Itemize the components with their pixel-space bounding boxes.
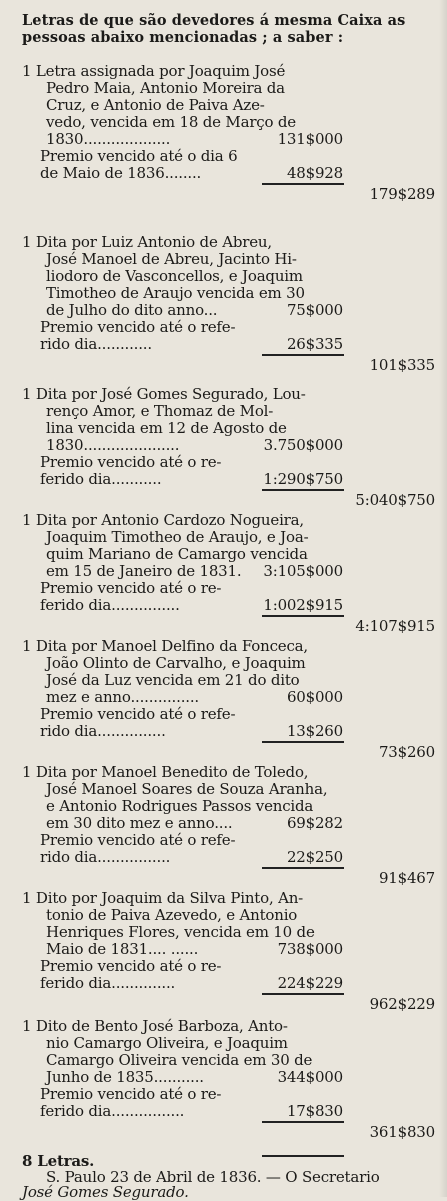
entry-base-amount: 3.750$000 — [263, 436, 343, 454]
header-line-2: pessoas abaixo mencionadas ; a saber : — [22, 29, 344, 46]
entry-text-line: 1 Dita por Manoel Benedito de Toledo, — [22, 763, 309, 781]
subtotal-rule — [262, 354, 344, 356]
entry-text-line: liodoro de Vasconcellos, e Joaquim — [46, 267, 303, 285]
entry-due-text: Junho de 1835........... — [46, 1068, 204, 1086]
premio-text-line: rido dia............... — [40, 722, 166, 740]
subtotal-rule — [262, 489, 344, 491]
entry-base-amount: 3:105$000 — [263, 562, 343, 580]
entry-text-line: Henriques Flores, vencida em 10 de — [46, 923, 315, 941]
premio-text-line: Premio vencido até o dia 6 — [40, 147, 238, 165]
premio-text-line: rido dia................ — [40, 848, 171, 866]
premio-text-line: Premio vencido até o re- — [40, 1085, 222, 1103]
premio-text-line: rido dia............ — [40, 335, 152, 353]
entry-total-amount: 361$830 — [369, 1123, 435, 1141]
entry-text-line: 1 Letra assignada por Joaquim José — [22, 62, 286, 80]
entry-text-line: renço Amor, e Thomaz de Mol- — [46, 402, 274, 420]
entry-text-line: 1 Dito por Joaquim da Silva Pinto, An- — [22, 889, 304, 907]
entry-text-line: Cruz, e Antonio de Paiva Aze- — [46, 96, 265, 114]
entry-text-line: 1 Dita por Luiz Antonio de Abreu, — [22, 233, 272, 251]
premio-text-line: Premio vencido até o re- — [40, 579, 222, 597]
entry-premio-amount: 26$335 — [286, 335, 343, 353]
subtotal-rule — [262, 741, 344, 743]
entry-premio-amount: 17$830 — [286, 1102, 343, 1120]
entry-premio-amount: 13$260 — [286, 722, 343, 740]
entry-total-amount: 179$289 — [369, 185, 435, 203]
subtotal-rule — [262, 1121, 344, 1123]
entry-text-line: Pedro Maia, Antonio Moreira da — [46, 79, 285, 97]
subtotal-rule — [262, 615, 344, 617]
entry-text-line: 1 Dito de Bento José Barboza, Anto- — [22, 1017, 288, 1035]
premio-text-line: ferido dia............... — [40, 596, 180, 614]
entry-text-line: tonio de Paiva Azevedo, e Antonio — [46, 906, 298, 924]
entry-base-amount: 60$000 — [286, 688, 343, 706]
entry-text-line: e Antonio Rodrigues Passos vencida — [46, 797, 314, 815]
entry-total-amount: 73$260 — [378, 743, 435, 761]
entry-due-text: mez e anno............... — [46, 688, 199, 706]
final-rule — [262, 1155, 344, 1157]
entry-base-amount: 69$282 — [286, 814, 343, 832]
entry-text-line: José da Luz vencida em 21 do dito — [46, 671, 300, 689]
premio-text-line: ferido dia........... — [40, 470, 162, 488]
premio-text-line: Premio vencido até o re- — [40, 453, 222, 471]
entry-due-text: 1830..................... — [46, 436, 180, 454]
premio-text-line: ferido dia................ — [40, 1102, 185, 1120]
entry-total-amount: 91$467 — [378, 869, 435, 887]
entry-base-amount: 131$000 — [277, 130, 343, 148]
footer-signature: José Gomes Segurado. — [22, 1183, 189, 1201]
premio-text-line: de Maio de 1836........ — [40, 164, 202, 182]
entry-due-text: 1830................... — [46, 130, 171, 148]
entry-text-line: nio Camargo Oliveira, e Joaquim — [46, 1034, 288, 1052]
entry-text-line: lina vencida em 12 de Agosto de — [46, 419, 287, 437]
entry-premio-amount: 224$229 — [277, 974, 343, 992]
entry-text-line: João Olinto de Carvalho, e Joaquim — [46, 654, 306, 672]
premio-text-line: Premio vencido até o refe- — [40, 318, 236, 336]
premio-text-line: ferido dia.............. — [40, 974, 176, 992]
letters-count: 8 Letras. — [22, 1152, 95, 1170]
entry-premio-amount: 1:290$750 — [263, 470, 343, 488]
entry-text-line: José Manoel de Abreu, Jacinto Hi- — [46, 250, 297, 268]
entry-premio-amount: 22$250 — [286, 848, 343, 866]
entry-text-line: Joaquim Timotheo de Araujo, e Joa- — [46, 528, 309, 546]
entry-text-line: quim Mariano de Camargo vencida — [46, 545, 308, 563]
page-edge-shadow — [439, 0, 447, 1197]
premio-text-line: Premio vencido até o re- — [40, 957, 222, 975]
entry-text-line: vedo, vencida em 18 de Março de — [46, 113, 296, 131]
entry-base-amount: 738$000 — [277, 940, 343, 958]
header-line-1: Letras de que são devedores á mesma Caixa as — [22, 12, 406, 29]
entry-base-amount: 75$000 — [286, 301, 343, 319]
entry-total-amount: 5:040$750 — [355, 491, 435, 509]
entry-total-amount: 4:107$915 — [355, 617, 435, 635]
entry-text-line: Timotheo de Araujo vencida em 30 — [46, 284, 305, 302]
entry-due-text: Maio de 1831.... ...... — [46, 940, 199, 958]
entry-premio-amount: 1:002$915 — [263, 596, 343, 614]
premio-text-line: Premio vencido até o refe- — [40, 705, 236, 723]
entry-text-line: Camargo Oliveira vencida em 30 de — [46, 1051, 313, 1069]
entry-text-line: José Manoel Soares de Souza Aranha, — [46, 780, 328, 798]
entry-due-text: de Julho do dito anno... — [46, 301, 218, 319]
premio-text-line: Premio vencido até o refe- — [40, 831, 236, 849]
entry-premio-amount: 48$928 — [286, 164, 343, 182]
entry-total-amount: 101$335 — [369, 356, 435, 374]
entry-text-line: 1 Dita por Antonio Cardozo Nogueira, — [22, 511, 304, 529]
entry-due-text: em 30 dito mez e anno.... — [46, 814, 233, 832]
entry-text-line: 1 Dita por Manoel Delfino da Fonceca, — [22, 637, 308, 655]
subtotal-rule — [262, 867, 344, 869]
entry-text-line: 1 Dita por José Gomes Segurado, Lou- — [22, 385, 306, 403]
entry-base-amount: 344$000 — [277, 1068, 343, 1086]
subtotal-rule — [262, 993, 344, 995]
subtotal-rule — [262, 183, 344, 185]
entry-total-amount: 962$229 — [369, 995, 435, 1013]
footer-dateline: S. Paulo 23 de Abril de 1836. — O Secretario — [46, 1168, 380, 1186]
entry-due-text: em 15 de Janeiro de 1831. — [46, 562, 242, 580]
